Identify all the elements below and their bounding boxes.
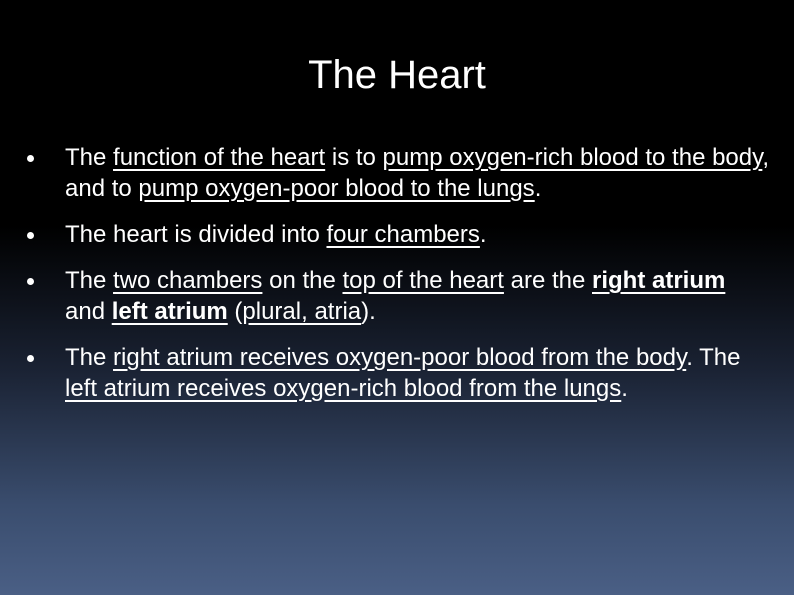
key-term: right atrium receives oxygen-poor blood from the body [113, 344, 687, 371]
bullet-text: . [621, 375, 628, 402]
bullet-item [27, 142, 772, 204]
bullet-text: is to [325, 144, 383, 171]
bullet-text: The [65, 144, 114, 171]
bullet-dot-icon [27, 232, 34, 239]
key-term: function of the heart [113, 144, 326, 171]
key-term: four chambers [326, 221, 480, 248]
key-term: left atrium receives oxygen-rich blood from the lungs [65, 375, 622, 402]
key-term: left atrium [111, 298, 228, 325]
bullet-text: The [65, 344, 114, 371]
bullet-text: on the [262, 267, 343, 294]
bullet-dot-icon [27, 278, 34, 285]
bullet-text: and [65, 298, 112, 325]
bullet-text: The heart is divided into [65, 221, 327, 248]
bullet-text: are the [503, 267, 592, 294]
key-term: two chambers [113, 267, 263, 294]
bullet-text: The [65, 267, 114, 294]
bullet-list [27, 142, 772, 404]
bullet-item [27, 265, 772, 327]
bullet-item [27, 219, 772, 250]
key-term: top of the heart [342, 267, 504, 294]
bullet-item [27, 342, 772, 404]
bullet-text: . [534, 175, 542, 202]
bullet-text: ). [361, 298, 376, 325]
slide-title: The Heart [308, 53, 486, 97]
key-term: plural, atria [242, 298, 362, 325]
bullet-text: . [479, 221, 487, 248]
key-term: pump oxygen-rich blood to the body [382, 144, 763, 171]
bullet-dot-icon [27, 155, 34, 162]
bullet-text: , and to [65, 144, 770, 202]
bullet-dot-icon [27, 355, 34, 362]
bullet-text: ( [227, 298, 243, 325]
key-term: pump oxygen-poor blood to the lungs [138, 175, 535, 202]
bullet-text: . The [686, 344, 741, 371]
key-term: right atrium [592, 267, 726, 294]
